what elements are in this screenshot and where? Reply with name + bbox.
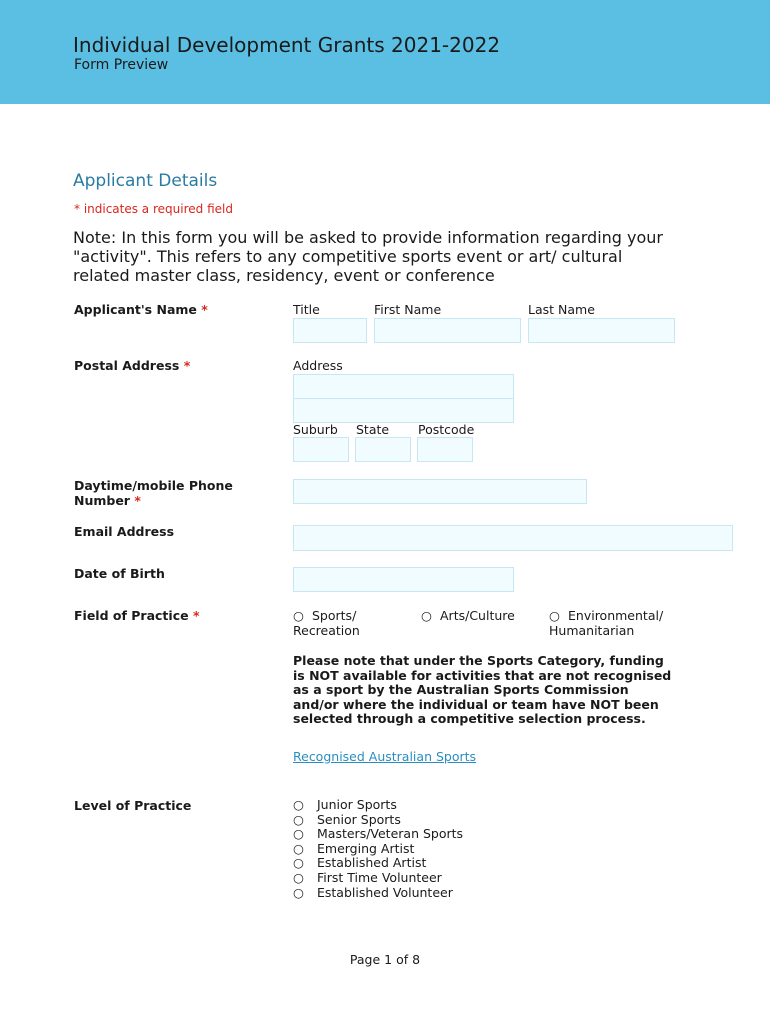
address-line1-input[interactable] [293,374,514,399]
applicant-name-label: Applicant's Name * [74,302,208,317]
required-star: * [183,358,191,373]
state-input[interactable] [355,437,411,462]
email-input[interactable] [293,525,733,551]
form-title: Individual Development Grants 2021-2022 [73,33,501,57]
level-option-emerging-artist[interactable]: ○ Emerging Artist [293,840,415,856]
postal-address-label: Postal Address * [74,358,191,373]
recognised-sports-link[interactable]: Recognised Australian Sports [293,749,477,764]
last-name-input[interactable] [528,318,675,343]
email-label: Email Address [74,524,175,539]
radio-circle-icon[interactable]: ○ [293,811,304,827]
dob-label: Date of Birth [74,566,165,581]
radio-circle-icon[interactable]: ○ [293,869,304,885]
last-name-label: Last Name [528,302,595,317]
level-of-practice-options [293,798,463,900]
level-of-practice-label: Level of Practice [74,798,192,813]
required-star: * [134,493,141,508]
level-option-masters-veteran-sports[interactable]: ○ Masters/Veteran Sports [293,826,464,842]
level-option-established-artist[interactable]: ○ Established Artist [293,855,427,871]
field-option-arts[interactable]: ○ Arts/Culture [421,608,515,623]
radio-circle-icon[interactable]: ○ [421,608,432,623]
radio-circle-icon[interactable]: ○ [293,855,304,871]
field-of-practice-label: Field of Practice * [74,608,200,623]
phone-label: Daytime/mobile Phone Number * [74,478,233,508]
first-name-input[interactable] [374,318,521,343]
address-line2-input[interactable] [293,398,514,423]
radio-circle-icon[interactable]: ○ [293,826,304,842]
radio-circle-icon[interactable]: ○ [549,608,560,623]
phone-input[interactable] [293,479,587,504]
title-input[interactable] [293,318,367,343]
address-label: Address [293,358,343,373]
page-header [0,0,770,104]
field-option-environmental[interactable]: ○ Environmental/ Humanitarian [549,608,664,638]
level-option-established-volunteer[interactable]: ○ Established Volunteer [293,884,453,900]
state-label: State [356,422,390,437]
radio-circle-icon[interactable]: ○ [293,797,304,812]
title-label: Title [293,302,320,317]
dob-input[interactable] [293,567,514,592]
level-option-first-time-volunteer[interactable]: ○ First Time Volunteer [293,869,442,885]
page-number: Page 1 of 8 [349,952,421,967]
level-option-senior-sports[interactable]: ○ Senior Sports [293,811,401,827]
field-option-sports[interactable]: ○ Sports/ Recreation [293,608,360,638]
level-option-junior-sports[interactable]: ○ Junior Sports [293,797,397,812]
required-field-note: * indicates a required field [74,202,233,216]
sports-eligibility-note: Please note that under the Sports Category, funding is NOT available for activities that are not recognised as a sport by the Australian Sports Commission and/or where the individual or team have NOT been selected through a competitive selection process. [293,653,672,727]
postcode-label: Postcode [418,422,475,437]
radio-circle-icon[interactable]: ○ [293,608,304,623]
suburb-label: Suburb [293,422,338,437]
activity-note: Note: In this form you will be asked to provide information regarding your "activity". This refers to any competitive sports event or art/ cultural related master class, residency, event or conference [73,228,664,285]
section-title: Applicant Details [73,171,218,191]
first-name-label: First Name [374,302,442,317]
radio-circle-icon[interactable]: ○ [293,840,304,856]
radio-circle-icon[interactable]: ○ [293,884,304,900]
suburb-input[interactable] [293,437,349,462]
required-star: * [192,608,200,623]
form-subtitle: Form Preview [74,57,169,73]
required-star: * [201,302,208,317]
postcode-input[interactable] [417,437,473,462]
